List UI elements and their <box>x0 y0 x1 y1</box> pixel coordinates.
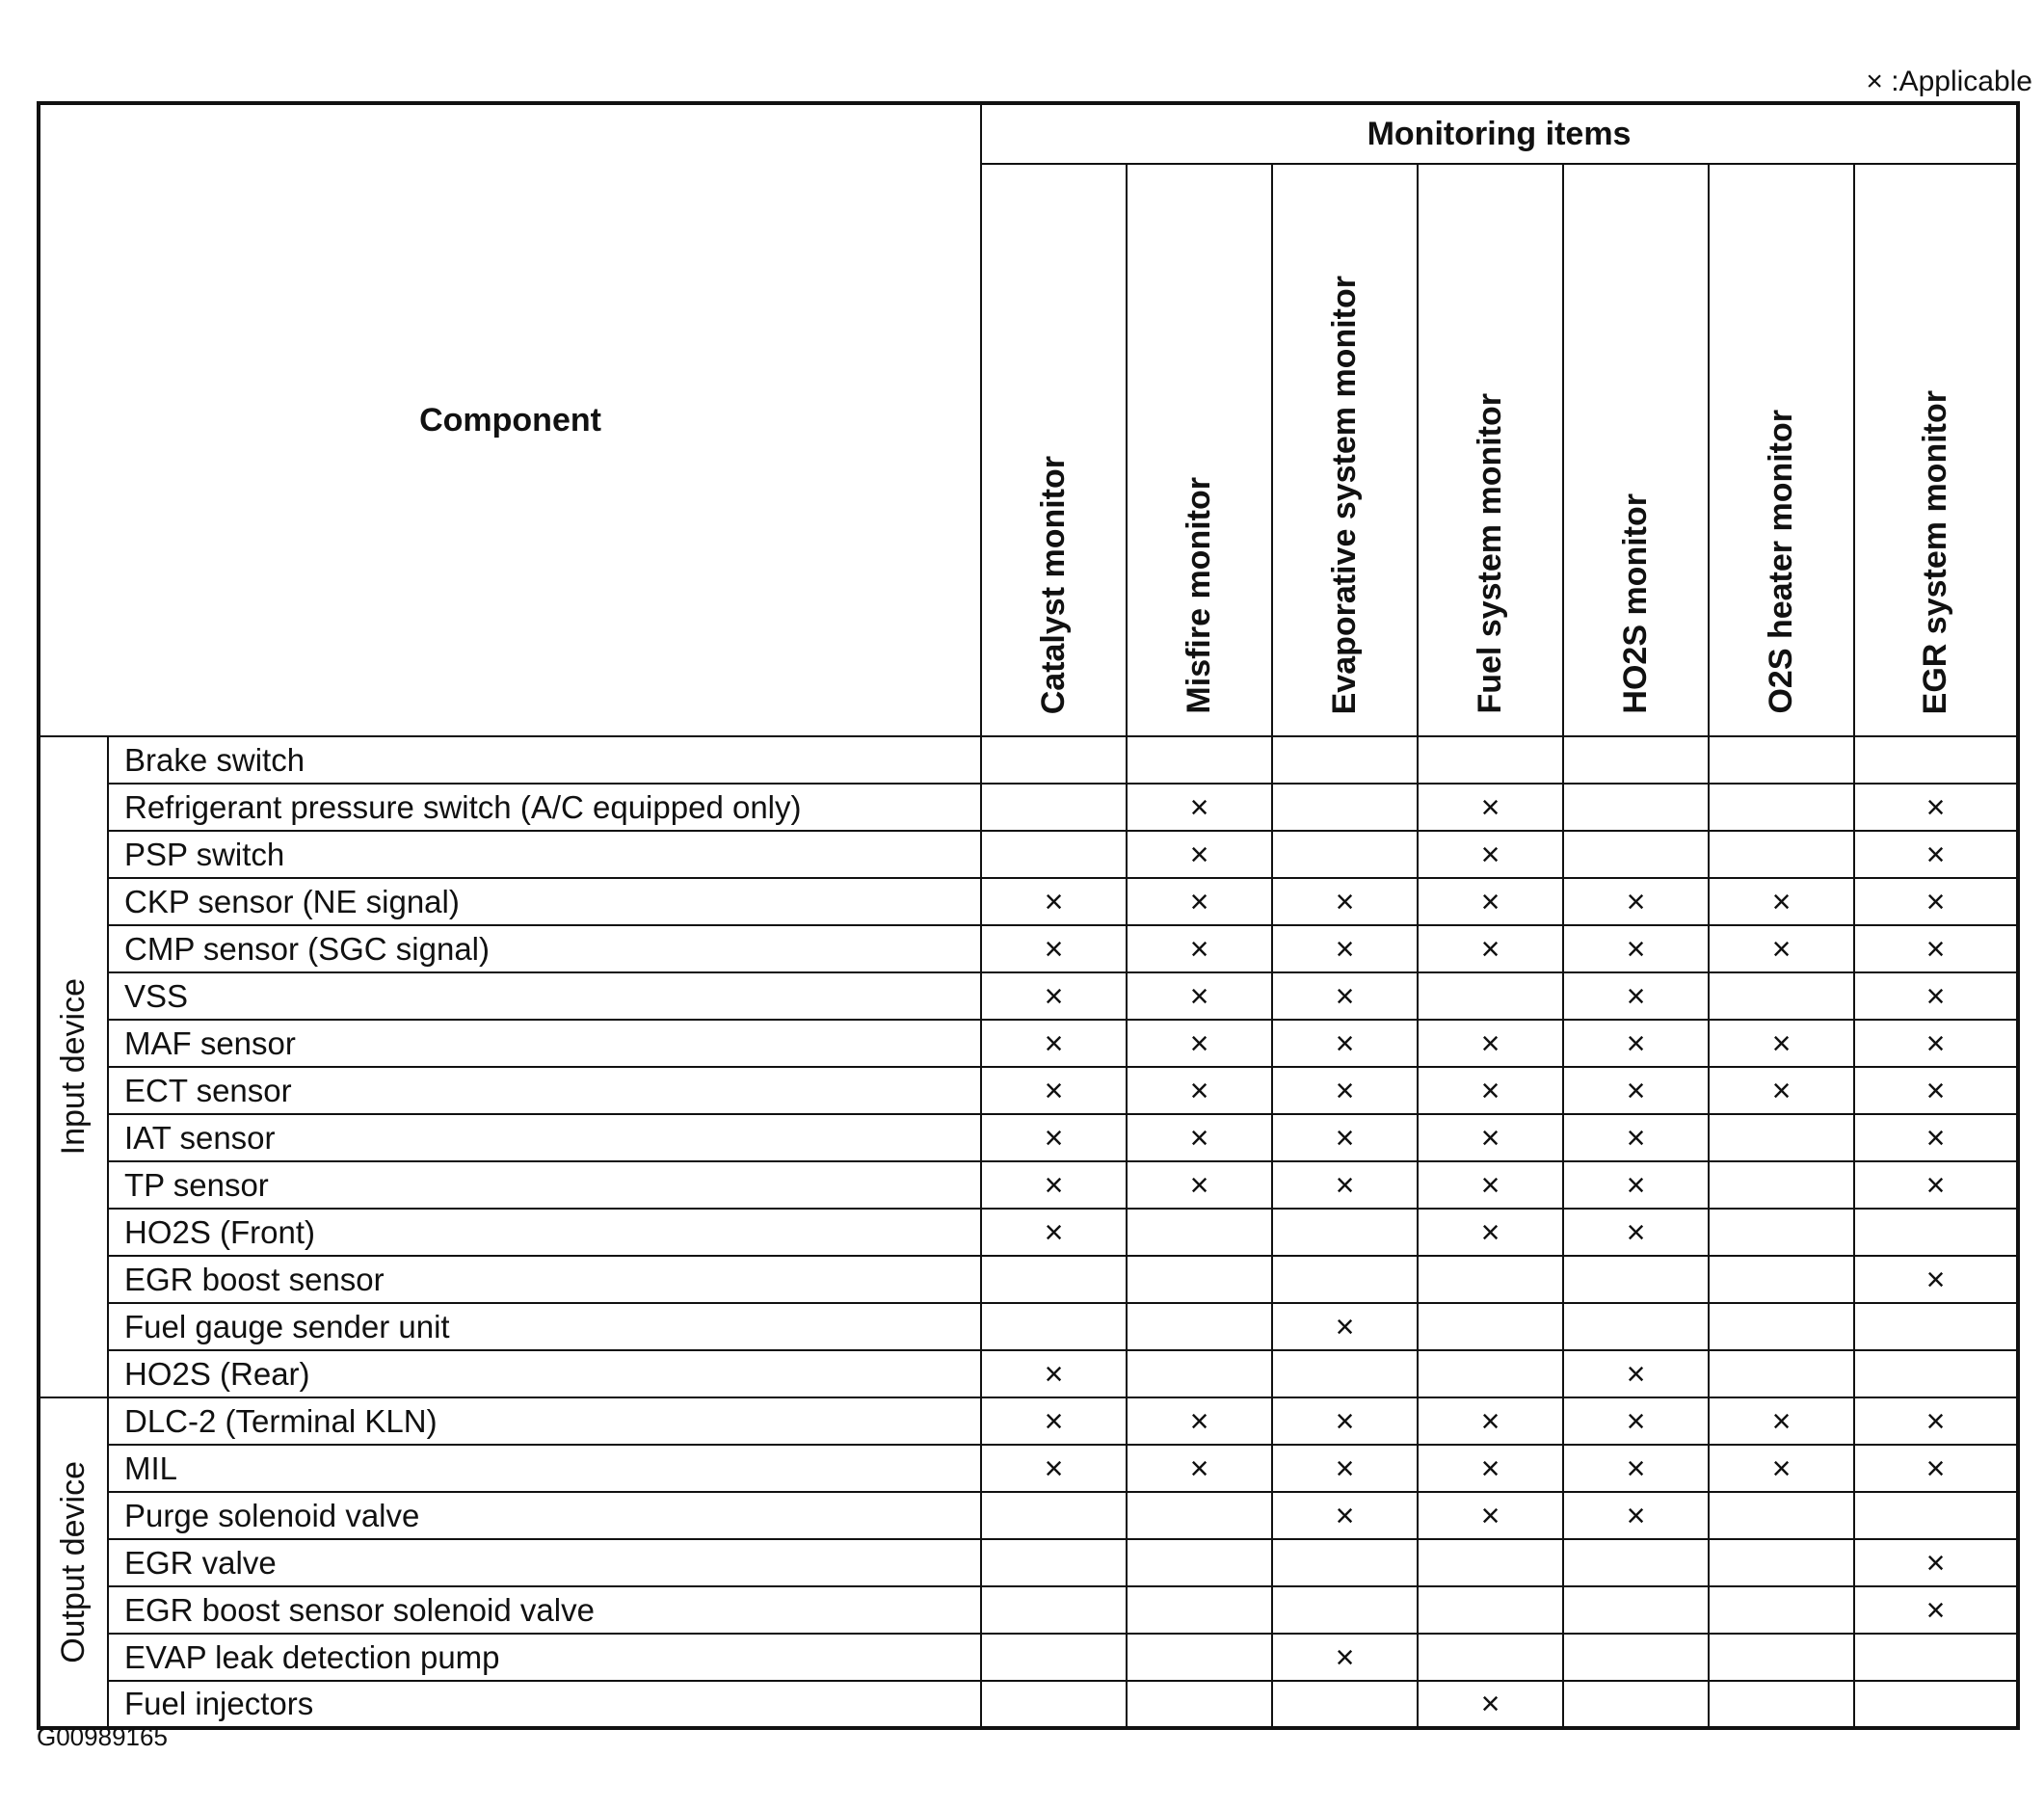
applicable-mark: × <box>1272 1634 1418 1681</box>
applicable-mark: × <box>1854 1539 2018 1586</box>
table-row <box>39 1350 2018 1397</box>
empty-cell <box>981 831 1127 878</box>
group-label: Input device <box>55 978 92 1156</box>
applicable-mark: × <box>1854 1114 2018 1161</box>
applicable-mark: × <box>1418 1445 1563 1492</box>
empty-cell <box>981 1681 1127 1728</box>
empty-cell <box>1418 1303 1563 1350</box>
empty-cell <box>1418 1256 1563 1303</box>
empty-cell <box>1709 1256 1854 1303</box>
table-row <box>39 1634 2018 1681</box>
applicable-mark: × <box>1272 925 1418 972</box>
component-name: EVAP leak detection pump <box>108 1634 981 1681</box>
applicable-mark: × <box>1563 878 1709 925</box>
empty-cell <box>1127 1539 1272 1586</box>
component-name: DLC-2 (Terminal KLN) <box>108 1397 981 1445</box>
applicable-mark: × <box>1418 831 1563 878</box>
empty-cell <box>1127 1634 1272 1681</box>
applicable-mark: × <box>1709 1067 1854 1114</box>
empty-cell <box>1709 1114 1854 1161</box>
applicable-legend: × :Applicable <box>1866 66 2032 97</box>
empty-cell <box>1563 1634 1709 1681</box>
table-row <box>39 1586 2018 1634</box>
empty-cell <box>1127 1681 1272 1728</box>
empty-cell <box>1127 736 1272 784</box>
applicable-mark: × <box>1272 1161 1418 1209</box>
component-name: Refrigerant pressure switch (A/C equipped only) <box>108 784 981 831</box>
empty-cell <box>1709 1681 1854 1728</box>
component-name: EGR boost sensor solenoid valve <box>108 1586 981 1634</box>
table-row <box>39 1397 2018 1445</box>
applicable-mark: × <box>1563 1350 1709 1397</box>
empty-cell <box>1272 1256 1418 1303</box>
applicable-mark: × <box>1272 1067 1418 1114</box>
component-header: Component <box>39 103 981 736</box>
monitor-header-5 <box>1709 164 1854 736</box>
applicable-mark: × <box>1563 972 1709 1020</box>
empty-cell <box>1563 1539 1709 1586</box>
applicable-mark: × <box>1418 1681 1563 1728</box>
empty-cell <box>1418 1586 1563 1634</box>
empty-cell <box>1563 736 1709 784</box>
applicable-mark: × <box>1418 1161 1563 1209</box>
applicable-mark: × <box>1709 878 1854 925</box>
component-name: IAT sensor <box>108 1114 981 1161</box>
component-name: HO2S (Front) <box>108 1209 981 1256</box>
component-name: Brake switch <box>108 736 981 784</box>
group-cell <box>39 736 108 1397</box>
empty-cell <box>981 736 1127 784</box>
table-body <box>39 736 2018 1728</box>
empty-cell <box>1563 1586 1709 1634</box>
applicable-mark: × <box>981 1209 1127 1256</box>
figure-code: G00989165 <box>37 1722 168 1751</box>
empty-cell <box>1709 736 1854 784</box>
component-name: EGR valve <box>108 1539 981 1586</box>
applicable-mark: × <box>1272 1397 1418 1445</box>
applicable-mark: × <box>1854 831 2018 878</box>
applicable-mark: × <box>1563 1445 1709 1492</box>
empty-cell <box>1854 1350 2018 1397</box>
empty-cell <box>1272 1539 1418 1586</box>
empty-cell <box>1418 1634 1563 1681</box>
applicable-mark: × <box>981 878 1127 925</box>
component-name: ECT sensor <box>108 1067 981 1114</box>
table-row <box>39 1067 2018 1114</box>
monitoring-items-header: Monitoring items <box>981 103 2018 164</box>
applicable-mark: × <box>1418 1020 1563 1067</box>
applicable-mark: × <box>1127 1020 1272 1067</box>
empty-cell <box>1272 1209 1418 1256</box>
table-row <box>39 1114 2018 1161</box>
empty-cell <box>1418 736 1563 784</box>
component-name: VSS <box>108 972 981 1020</box>
empty-cell <box>1127 1256 1272 1303</box>
empty-cell <box>1563 1681 1709 1728</box>
applicable-mark: × <box>981 1161 1127 1209</box>
applicable-mark: × <box>1854 1586 2018 1634</box>
empty-cell <box>981 1586 1127 1634</box>
monitor-header-label: EGR system monitor <box>1917 389 1954 714</box>
monitor-header-label: Catalyst monitor <box>1035 455 1073 714</box>
monitor-header-6 <box>1854 164 2018 736</box>
applicable-mark: × <box>1127 1161 1272 1209</box>
empty-cell <box>1709 972 1854 1020</box>
empty-cell <box>1127 1586 1272 1634</box>
component-name: CKP sensor (NE signal) <box>108 878 981 925</box>
empty-cell <box>981 1492 1127 1539</box>
empty-cell <box>1854 1303 2018 1350</box>
table-row <box>39 736 2018 784</box>
applicable-mark: × <box>1854 925 2018 972</box>
component-name: Fuel gauge sender unit <box>108 1303 981 1350</box>
applicable-mark: × <box>1418 784 1563 831</box>
applicable-mark: × <box>1854 784 2018 831</box>
applicable-mark: × <box>1418 925 1563 972</box>
applicable-mark: × <box>981 1114 1127 1161</box>
applicable-mark: × <box>1127 1114 1272 1161</box>
empty-cell <box>1418 1350 1563 1397</box>
applicable-mark: × <box>981 1350 1127 1397</box>
applicable-mark: × <box>1418 878 1563 925</box>
monitor-header-label: O2S heater monitor <box>1763 410 1800 714</box>
applicable-mark: × <box>1854 1397 2018 1445</box>
table-row <box>39 1161 2018 1209</box>
monitor-header-label: HO2S monitor <box>1617 493 1655 714</box>
table-row <box>39 1256 2018 1303</box>
applicable-mark: × <box>1418 1067 1563 1114</box>
empty-cell <box>1272 736 1418 784</box>
table-row <box>39 925 2018 972</box>
applicable-mark: × <box>1127 925 1272 972</box>
table-row <box>39 831 2018 878</box>
applicable-mark: × <box>1854 1256 2018 1303</box>
table-row <box>39 1539 2018 1586</box>
applicable-mark: × <box>1127 1397 1272 1445</box>
table-row <box>39 784 2018 831</box>
table-row <box>39 1303 2018 1350</box>
table-row <box>39 1445 2018 1492</box>
applicable-mark: × <box>1127 1445 1272 1492</box>
empty-cell <box>1709 1209 1854 1256</box>
applicable-mark: × <box>1127 1067 1272 1114</box>
monitoring-table <box>37 101 2020 1730</box>
component-name: MIL <box>108 1445 981 1492</box>
table-row <box>39 1020 2018 1067</box>
empty-cell <box>1854 1492 2018 1539</box>
empty-cell <box>1127 1492 1272 1539</box>
monitor-header-label: Misfire monitor <box>1181 477 1218 714</box>
empty-cell <box>1127 1209 1272 1256</box>
group-label: Output device <box>55 1461 92 1663</box>
component-name: PSP switch <box>108 831 981 878</box>
applicable-mark: × <box>1563 925 1709 972</box>
applicable-mark: × <box>1709 925 1854 972</box>
empty-cell <box>1563 784 1709 831</box>
empty-cell <box>981 1634 1127 1681</box>
monitor-header-3 <box>1418 164 1563 736</box>
empty-cell <box>1709 1492 1854 1539</box>
component-name: EGR boost sensor <box>108 1256 981 1303</box>
applicable-mark: × <box>1563 1209 1709 1256</box>
applicable-mark: × <box>1418 1114 1563 1161</box>
applicable-mark: × <box>1127 878 1272 925</box>
empty-cell <box>1127 1350 1272 1397</box>
applicable-mark: × <box>1272 1445 1418 1492</box>
applicable-mark: × <box>1418 1492 1563 1539</box>
monitor-header-label: Evaporative system monitor <box>1326 275 1364 714</box>
empty-cell <box>1563 1303 1709 1350</box>
applicable-mark: × <box>1854 1067 2018 1114</box>
empty-cell <box>981 1303 1127 1350</box>
applicable-mark: × <box>1563 1492 1709 1539</box>
table-row <box>39 1492 2018 1539</box>
empty-cell <box>1709 1350 1854 1397</box>
empty-cell <box>1709 1634 1854 1681</box>
applicable-mark: × <box>1127 784 1272 831</box>
empty-cell <box>1418 972 1563 1020</box>
applicable-mark: × <box>1709 1397 1854 1445</box>
applicable-mark: × <box>1563 1020 1709 1067</box>
empty-cell <box>1709 1586 1854 1634</box>
applicable-mark: × <box>981 925 1127 972</box>
applicable-mark: × <box>1709 1445 1854 1492</box>
empty-cell <box>1709 1539 1854 1586</box>
empty-cell <box>981 784 1127 831</box>
empty-cell <box>1854 736 2018 784</box>
empty-cell <box>1272 831 1418 878</box>
applicable-mark: × <box>1127 972 1272 1020</box>
empty-cell <box>1709 1161 1854 1209</box>
applicable-mark: × <box>981 1020 1127 1067</box>
empty-cell <box>1272 1586 1418 1634</box>
applicable-mark: × <box>1127 831 1272 878</box>
applicable-mark: × <box>1272 972 1418 1020</box>
monitor-header-4 <box>1563 164 1709 736</box>
applicable-mark: × <box>1854 1161 2018 1209</box>
component-name: Purge solenoid valve <box>108 1492 981 1539</box>
table-row <box>39 878 2018 925</box>
applicable-mark: × <box>1854 1445 2018 1492</box>
component-name: CMP sensor (SGC signal) <box>108 925 981 972</box>
applicable-mark: × <box>1418 1397 1563 1445</box>
applicable-mark: × <box>1272 1492 1418 1539</box>
component-name: MAF sensor <box>108 1020 981 1067</box>
applicable-mark: × <box>981 1445 1127 1492</box>
empty-cell <box>1854 1634 2018 1681</box>
empty-cell <box>1272 1350 1418 1397</box>
empty-cell <box>1709 1303 1854 1350</box>
applicable-mark: × <box>1272 1114 1418 1161</box>
monitor-header-2 <box>1272 164 1418 736</box>
applicable-mark: × <box>1854 972 2018 1020</box>
applicable-mark: × <box>1272 1303 1418 1350</box>
monitor-header-label: Fuel system monitor <box>1472 393 1509 714</box>
applicable-mark: × <box>1272 1020 1418 1067</box>
applicable-mark: × <box>1563 1161 1709 1209</box>
empty-cell <box>1563 831 1709 878</box>
applicable-mark: × <box>1709 1020 1854 1067</box>
applicable-mark: × <box>981 1067 1127 1114</box>
table-row <box>39 972 2018 1020</box>
applicable-mark: × <box>1418 1209 1563 1256</box>
applicable-mark: × <box>1563 1397 1709 1445</box>
empty-cell <box>1709 831 1854 878</box>
empty-cell <box>1854 1209 2018 1256</box>
empty-cell <box>1854 1681 2018 1728</box>
applicable-mark: × <box>1563 1114 1709 1161</box>
group-cell <box>39 1397 108 1728</box>
table-row <box>39 1209 2018 1256</box>
table-row <box>39 1681 2018 1728</box>
applicable-mark: × <box>981 1397 1127 1445</box>
component-name: TP sensor <box>108 1161 981 1209</box>
monitor-header-0 <box>981 164 1127 736</box>
applicable-mark: × <box>1854 878 2018 925</box>
applicable-mark: × <box>1854 1020 2018 1067</box>
applicable-mark: × <box>981 972 1127 1020</box>
empty-cell <box>981 1256 1127 1303</box>
applicable-mark: × <box>1272 878 1418 925</box>
monitor-header-1 <box>1127 164 1272 736</box>
component-name: Fuel injectors <box>108 1681 981 1728</box>
empty-cell <box>1272 1681 1418 1728</box>
empty-cell <box>1709 784 1854 831</box>
component-name: HO2S (Rear) <box>108 1350 981 1397</box>
empty-cell <box>1127 1303 1272 1350</box>
empty-cell <box>1563 1256 1709 1303</box>
empty-cell <box>981 1539 1127 1586</box>
applicable-mark: × <box>1563 1067 1709 1114</box>
empty-cell <box>1272 784 1418 831</box>
empty-cell <box>1418 1539 1563 1586</box>
